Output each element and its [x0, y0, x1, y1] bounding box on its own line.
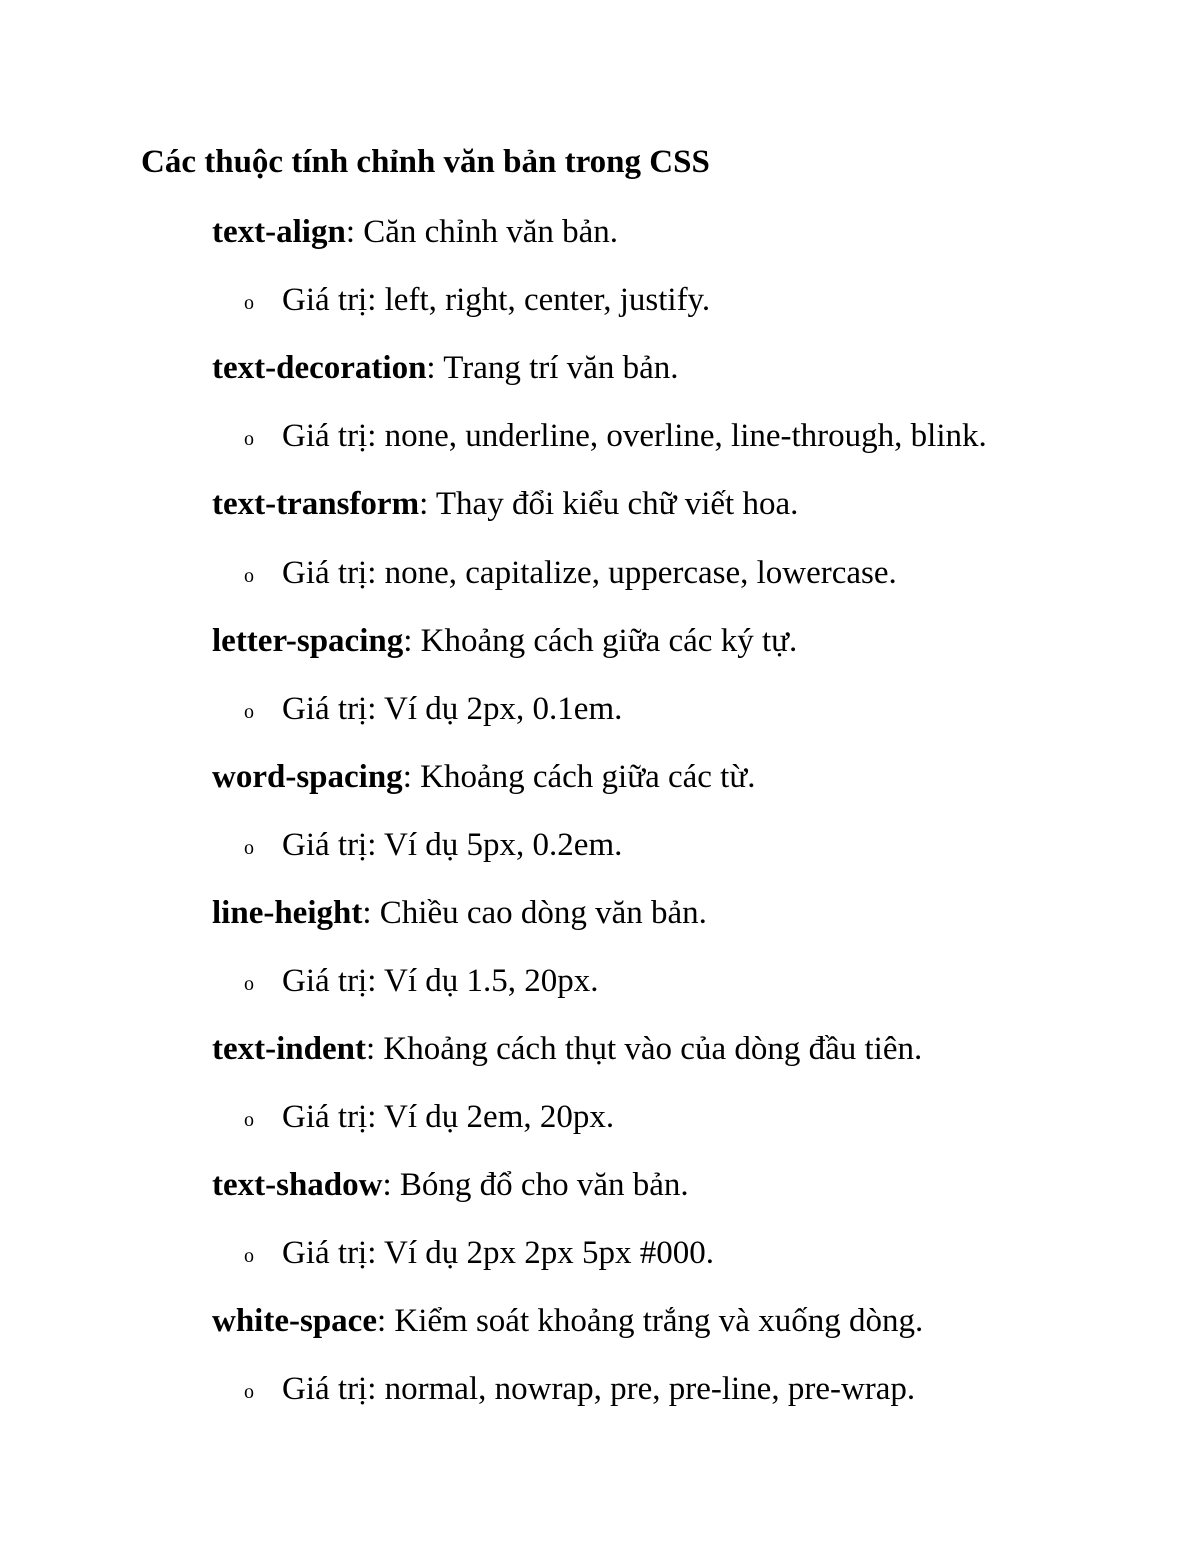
property-text-indent — [212, 1027, 922, 1071]
property-values-item — [244, 687, 622, 734]
property-values-item — [244, 1367, 915, 1414]
property-text-transform — [212, 482, 798, 526]
property-values-text: Giá trị: Ví dụ 2px, 0.1em. — [282, 691, 623, 727]
property-text-shadow — [212, 1163, 689, 1207]
property-name: text-indent — [212, 1031, 366, 1067]
property-values-item — [244, 1231, 714, 1278]
property-letter-spacing — [212, 619, 797, 663]
property-description: : Khoảng cách thụt vào của dòng đầu tiên. — [365, 1031, 923, 1067]
hollow-bullet-icon: o — [244, 565, 254, 587]
property-text-align — [212, 210, 618, 254]
property-description: : Chiều cao dòng văn bản. — [362, 895, 707, 931]
property-values-text: Giá trị: Ví dụ 5px, 0.2em. — [282, 827, 623, 863]
property-values-text: Giá trị: left, right, center, justify. — [282, 282, 711, 318]
property-values-item — [244, 278, 710, 325]
property-name: text-align — [212, 214, 346, 250]
property-values-item — [244, 414, 987, 461]
property-values-item — [244, 959, 599, 1006]
hollow-bullet-icon: o — [244, 428, 254, 450]
property-values-item — [244, 551, 897, 598]
property-word-spacing — [212, 755, 755, 799]
property-name: line-height — [212, 895, 363, 931]
property-description: : Thay đổi kiểu chữ viết hoa. — [419, 486, 799, 522]
property-name: text-shadow — [212, 1167, 383, 1203]
property-description: : Khoảng cách giữa các ký tự. — [403, 623, 798, 659]
property-description: : Căn chỉnh văn bản. — [345, 214, 618, 250]
property-description: : Trang trí văn bản. — [426, 350, 679, 386]
hollow-bullet-icon: o — [244, 973, 254, 995]
property-description: : Kiểm soát khoảng trắng và xuống dòng. — [376, 1303, 924, 1339]
hollow-bullet-icon: o — [244, 701, 254, 723]
hollow-bullet-icon: o — [244, 1245, 254, 1267]
property-line-height — [212, 891, 707, 935]
property-text-decoration — [212, 346, 679, 390]
property-name: text-decoration — [212, 350, 427, 386]
property-white-space — [212, 1299, 923, 1343]
property-values-text: Giá trị: none, underline, overline, line-through, blink. — [282, 418, 987, 454]
property-name: text-transform — [212, 486, 420, 522]
property-name: white-space — [212, 1303, 377, 1339]
property-name: word-spacing — [212, 759, 403, 795]
property-name: letter-spacing — [212, 623, 404, 659]
hollow-bullet-icon: o — [244, 1109, 254, 1131]
property-values-item — [244, 1095, 614, 1142]
property-values-text: Giá trị: Ví dụ 1.5, 20px. — [282, 963, 599, 999]
hollow-bullet-icon: o — [244, 1381, 254, 1403]
hollow-bullet-icon: o — [244, 837, 254, 859]
property-description: : Khoảng cách giữa các từ. — [402, 759, 756, 795]
page-title: Các thuộc tính chỉnh văn bản trong CSS — [141, 144, 710, 180]
property-values-text: Giá trị: Ví dụ 2em, 20px. — [282, 1099, 615, 1135]
property-values-text: Giá trị: none, capitalize, uppercase, lowercase. — [282, 555, 897, 591]
hollow-bullet-icon: o — [244, 292, 254, 314]
property-values-text: Giá trị: normal, nowrap, pre, pre-line, pre-wrap. — [282, 1371, 916, 1407]
property-values-item — [244, 823, 622, 870]
property-values-text: Giá trị: Ví dụ 2px 2px 5px #000. — [282, 1235, 715, 1271]
property-description: : Bóng đổ cho văn bản. — [382, 1167, 689, 1203]
